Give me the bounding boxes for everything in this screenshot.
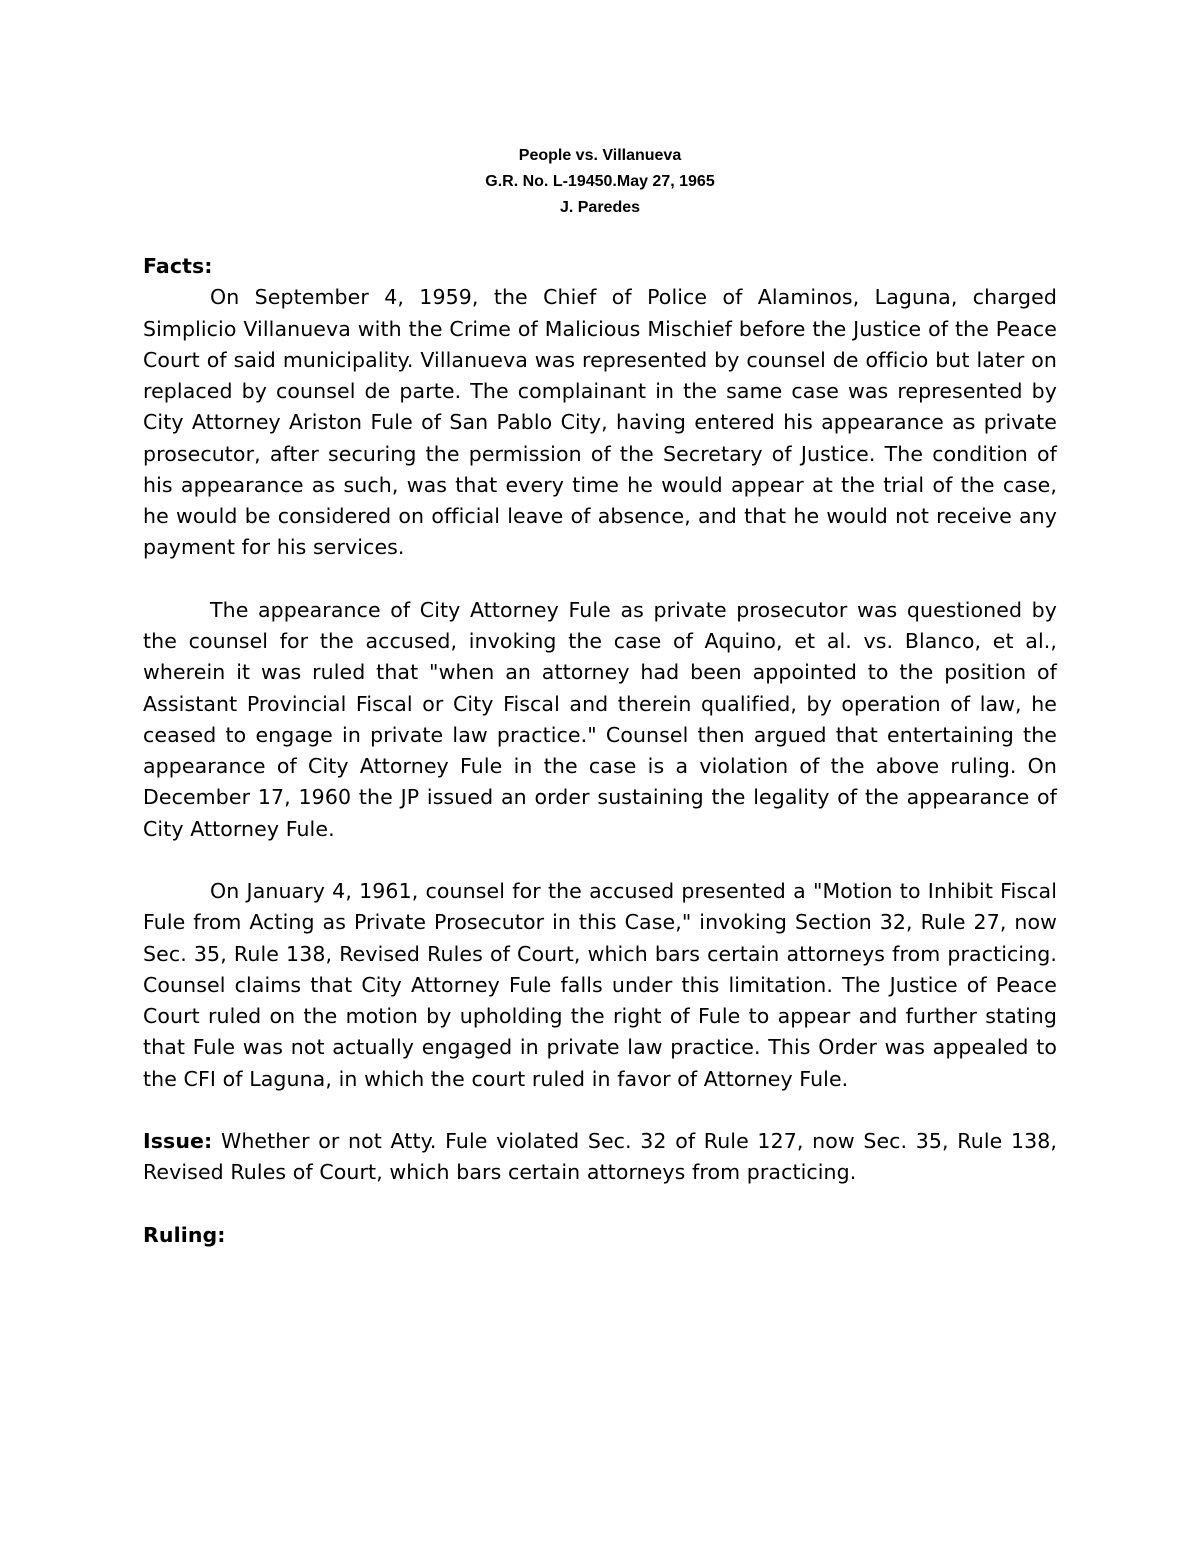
justice-name: J. Paredes bbox=[559, 199, 641, 216]
facts-label: Facts: bbox=[143, 254, 213, 278]
paragraph-gap bbox=[143, 564, 1057, 595]
paragraph-gap bbox=[143, 845, 1057, 876]
paragraph-gap bbox=[143, 1095, 1057, 1126]
case-number: G.R. No. L-19450.May 27, 1965 bbox=[485, 173, 715, 190]
issue-text: Whether or not Atty. Fule violated Sec. 32 of Rule 127, now Sec. 35, Rule 138, Revised Rules of Court, which bars certain attorneys from practicing. bbox=[143, 1129, 1057, 1185]
issue-section bbox=[143, 1126, 1057, 1189]
issue-label: Issue: bbox=[143, 1129, 213, 1153]
facts-paragraph-2: The appearance of City Attorney Fule as private prosecutor was questioned by the counsel for the accused, invoking the case of Aquino, et al. vs. Blanco, et al., wherein it was ruled that "when an attorney had been appointed to the position of Assistant Provincial Fiscal or City Fiscal and therein qualified, by operation of law, he ceased to engage in private law practice." Counsel then argued that entertaining the appearance of City Attorney Fule in the case is a violation of the above ruling. On December 17, 1960 the JP issued an order sustaining the legality of the appearance of City Attorney Fule. bbox=[143, 597, 1057, 841]
ruling-label: Ruling: bbox=[143, 1222, 226, 1247]
facts-paragraph-3: On January 4, 1961, counsel for the accused presented a "Motion to Inhibit Fiscal Fule from Acting as Private Prosecutor in this Case," invoking Section 32, Rule 27, now Sec. 35, Rule 138, Revised Rules of Court, which bars certain attorneys from practicing. Counsel claims that City Attorney Fule falls under this limitation. The Justice of Peace Court ruled on the motion by upholding the right of Fule to appear and further stating that Fule was not actually engaged in private law practice. This Order was appealed to the CFI of Laguna, in which the court ruled in favor of Attorney Fule. bbox=[143, 879, 1057, 1091]
paragraph-gap bbox=[143, 1189, 1057, 1220]
case-title: People vs. Villanueva bbox=[518, 147, 682, 164]
facts-paragraph-1: On September 4, 1959, the Chief of Police of Alaminos, Laguna, charged Simplicio Villanueva with the Crime of Malicious Mischief before the Justice of the Peace Court of said municipality. Villanueva was represented by counsel de officio but later on replaced by counsel de parte. The complainant in the same case was represented by City Attorney Ariston Fule of San Pablo City, having entered his appearance as private prosecutor, after securing the permission of the Secretary of Justice. The condition of his appearance as such, was that every time he would appear at the trial of the case, he would be considered on official leave of absence, and that he would not receive any payment for his services. bbox=[143, 285, 1057, 560]
document-body bbox=[143, 251, 1057, 1251]
case-header bbox=[0, 143, 1200, 221]
